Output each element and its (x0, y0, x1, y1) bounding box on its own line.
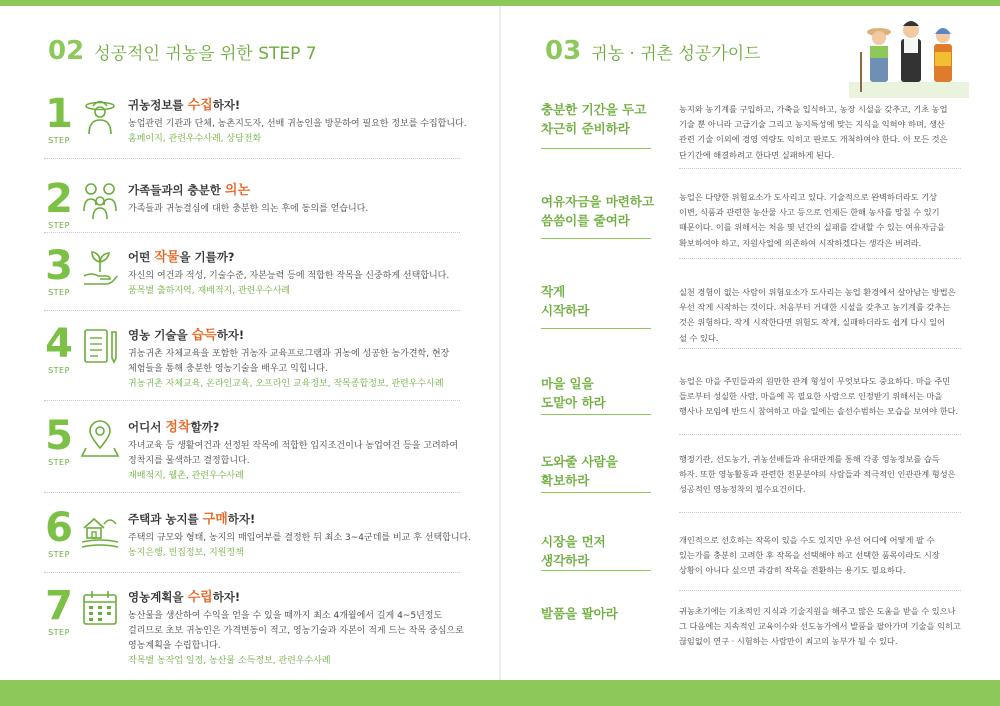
guide-heading-divider (541, 328, 651, 329)
guide-paragraph (679, 285, 959, 346)
guide-text-line: 하자. 또한 영농활동과 관련한 전문분야의 사람들과 적극적인 인관관계 형성은 (679, 469, 956, 480)
step-title-post: 하자! (212, 590, 241, 604)
step-title-post: 할까? (190, 420, 220, 434)
guide-text-line: 있는가를 충분히 고려한 후 작목을 선택해야 하고 선택한 품목이라도 시장 (679, 550, 940, 561)
guide-text-line: 행정기관, 선도농가, 귀농선배들과 유대관계를 통해 각종 영농정보를 습득 (679, 454, 940, 464)
step-title-pre: 영농계획을 (128, 590, 188, 604)
guide-heading-line: 도맡아 하라 (541, 395, 606, 410)
step-description-line: 농업관련 기관과 단체, 농촌지도자, 선배 귀농인을 방문하여 필요한 정보를 수집합니다. (128, 119, 467, 129)
guide-text-line: 농업은 마을 주민들과의 원만한 관계 형성이 무엇보다도 중요하다. 마을 주민 (679, 376, 951, 386)
step-title-post: 하자! (227, 512, 256, 526)
step-number-digit: 6 (45, 505, 73, 551)
sprout-hand-icon (80, 248, 120, 288)
step-description-line: 농산물을 생산하여 수익을 얻을 수 있을 때까지 최소 4개월에서 길게 4~5년정도 (128, 611, 443, 621)
step-number-digit: 1 (45, 91, 73, 137)
bottom-green-bar (0, 680, 1000, 706)
guide-text-divider (679, 168, 961, 169)
guide-paragraph (679, 452, 959, 498)
step-7 (44, 583, 464, 666)
guide-text-line: 설 수 있다. (679, 332, 719, 343)
notebook-icon (80, 326, 120, 366)
step-body (128, 508, 472, 561)
guide-heading-divider (541, 492, 651, 493)
section-number: 02 (48, 36, 85, 66)
guide-text-line: 농업은 다양한 위험요소가 도사리고 있다. 기술적으로 완벽하더라도 기상 (679, 192, 938, 202)
guide-heading-line: 여유자금을 마련하고 (541, 194, 655, 209)
guide-text-line: 것은 위험하다. 작게 시작한다면 위험도 작게, 실패하더라도 쉽게 다시 일어 (679, 317, 945, 328)
step-title (128, 586, 460, 605)
step-title (128, 246, 460, 265)
step-5 (44, 413, 460, 486)
guide-paragraph (679, 604, 959, 650)
calendar-icon (80, 588, 120, 628)
step-title-pre: 영농 기술을 (128, 328, 192, 342)
step-related-links: 재배적지, 웰촌, 관련우수사례 (128, 471, 244, 481)
guide-heading-divider (541, 238, 651, 239)
guide-heading-line: 발품을 팔아라 (541, 606, 618, 621)
step-related-links: 농지은행, 빈집정보, 지원정책 (128, 548, 244, 558)
guide-paragraph (679, 102, 959, 163)
guide-heading (541, 532, 661, 570)
step-number (44, 505, 74, 559)
guide-text-line: 이변, 식품과 관련한 농산물 사고 등으로 언제든 한해 농사를 망칠 수 있기 (679, 207, 940, 218)
guide-heading (541, 282, 661, 320)
step-label: STEP (48, 458, 70, 467)
step-1 (44, 91, 467, 164)
step-description-line: 영농계획을 수립합니다. (128, 641, 221, 651)
step-divider (44, 158, 460, 159)
guide-text-line: 때문이다. 이를 위해서는 처음 몇 년간의 실패를 감내할 수 있는 여유자금을 (679, 222, 945, 233)
step-divider (44, 310, 460, 311)
left-page (0, 6, 499, 680)
guide-heading-line: 시작하라 (541, 303, 590, 318)
guide-heading-divider (541, 414, 651, 415)
guide-text-line: 기술 뿐 아니라 고급기술 그리고 농지특성에 맞는 지식을 익혀야 하며, 생산 (679, 119, 945, 130)
guide-heading-line: 마을 일을 (541, 376, 594, 391)
step-title-highlight: 수집 (187, 98, 213, 113)
step-number-digit: 5 (45, 413, 73, 459)
guide-text-divider (679, 434, 961, 435)
step-number-digit: 4 (45, 321, 73, 367)
guide-paragraph (679, 374, 959, 420)
step-title-pre: 어떤 (128, 250, 155, 264)
step-number (44, 176, 74, 230)
step-related-links: 품목별 출하지역, 재배적지, 관련우수사례 (128, 286, 291, 296)
step-body (128, 179, 460, 217)
guide-text-divider (679, 512, 961, 513)
step-4 (44, 321, 460, 394)
guide-text-line: 농지와 농기계를 구입하고, 가축을 입식하고, 농장 시설을 갖추고, 기초 농업 (679, 104, 948, 114)
step-body (128, 94, 467, 147)
step-description-line: 귀농귀촌 자체교육을 포함한 귀농자 교육프로그램과 귀농에 성공한 농가견학, 현장 (128, 349, 450, 359)
step-body (128, 416, 460, 484)
step-related-links: 귀농귀촌 자체교육, 온라인교육, 오프라인 교육정보, 작목종합정보, 관련우수사례 (128, 379, 444, 389)
step-title (128, 324, 460, 343)
guide-paragraph (679, 533, 959, 579)
step-divider (44, 232, 460, 233)
farmer-icon (80, 96, 120, 136)
guide-text-line: 귀농초기에는 기초적인 지식과 기술지원을 해주고 많은 도움을 받을 수 있으나 (679, 606, 956, 616)
guide-text-line: 관련 기술 이외에 경영 역량도 익히고 판로도 개척하여야 한다. 이 모든 것은 (679, 134, 948, 145)
guide-text-line: 확보하여야 하고, 지원사업에 의존하여 시작하겠다는 생각은 버려라. (679, 237, 922, 248)
guide-heading (541, 374, 661, 412)
step-divider (44, 572, 460, 573)
guide-heading-divider (541, 148, 651, 149)
step-3 (44, 243, 460, 316)
guide-heading-line: 확보하라 (541, 473, 590, 488)
step-divider (44, 400, 460, 401)
step-title (128, 94, 460, 113)
guide-paragraph (679, 190, 959, 251)
step-description-line: 걸리므로 초보 귀농인은 가격변동이 적고, 영농기술과 자본이 적게 드는 작목 중심으로 (128, 626, 464, 636)
left-section-title (48, 36, 317, 66)
guide-text-line: 우선 작게 시작하는 것이다. 처음부터 거대한 시설을 갖추고 농기계를 갖추는 (679, 302, 951, 313)
step-title-pre: 가족들과의 충분한 (128, 183, 225, 197)
step-number-digit: 7 (45, 583, 73, 629)
step-title-pre: 주택과 농지를 (128, 512, 203, 526)
location-pin-icon (80, 418, 120, 458)
step-title-highlight: 작물 (154, 250, 180, 265)
step-title-highlight: 의논 (224, 183, 251, 198)
step-label: STEP (48, 221, 70, 230)
step-divider (44, 492, 460, 493)
guide-heading-line: 생각하라 (541, 553, 590, 568)
step-number-digit: 2 (45, 176, 73, 222)
guide-heading-line: 충분한 기간을 두고 (541, 102, 647, 117)
step-title-post: 하자! (212, 98, 241, 112)
step-description-line: 정착지를 물색하고 결정합니다. (128, 456, 250, 466)
step-number (44, 243, 74, 297)
step-title (128, 416, 460, 435)
section-title-text: 귀농 · 귀촌 성공가이드 (591, 44, 761, 64)
step-title-highlight: 수립 (187, 590, 213, 605)
step-body (128, 586, 464, 669)
family-icon (80, 181, 120, 221)
guide-heading-line: 씀씀이를 줄여라 (541, 213, 630, 228)
step-title-highlight: 정착 (165, 420, 191, 435)
step-label: STEP (48, 366, 70, 375)
step-title-pre: 귀농정보를 (128, 98, 188, 112)
step-title-highlight: 습득 (191, 328, 217, 343)
step-title (128, 508, 460, 527)
step-title-highlight: 구매 (202, 512, 228, 527)
guide-text-divider (679, 258, 961, 259)
guide-heading (541, 192, 661, 230)
guide-heading (541, 452, 661, 490)
step-description-line: 주택의 규모와 형태, 농지의 매입여부를 결정한 뒤 최소 3~4군데를 비교 후 선택합니다. (128, 533, 472, 543)
guide-text-line: 단기간에 해결하려고 한다면 실패하게 된다. (679, 149, 835, 160)
step-title (128, 179, 460, 198)
step-description-line: 자신의 여건과 적성, 기술수준, 자본능력 등에 적합한 작목을 신중하게 선택합니다. (128, 271, 450, 281)
right-page (501, 6, 1000, 680)
guide-heading-line: 도와줄 사람을 (541, 454, 618, 469)
farmhouse-icon (80, 510, 120, 550)
step-label: STEP (48, 136, 70, 145)
step-number (44, 91, 74, 145)
step-number (44, 583, 74, 637)
step-number (44, 321, 74, 375)
step-6 (44, 505, 472, 578)
step-number (44, 413, 74, 467)
step-description-line: 체험들을 통해 충분한 영농기술을 배우고 익힙니다. (128, 364, 328, 374)
step-body (128, 246, 460, 299)
step-label: STEP (48, 550, 70, 559)
step-description-line: 자녀교육 등 생활여건과 선정된 작목에 적합한 입지조건이나 농업여건 등을 고려하여 (128, 441, 459, 451)
guide-text-divider (679, 348, 961, 349)
guide-text-line: 상황이 아니다 싶으면 과감히 작목을 전환하는 용기도 필요하다. (679, 565, 906, 576)
guide-text-line: 성공적인 영농정착의 필수요건이다. (679, 484, 806, 495)
step-title-post: 하자! (216, 328, 245, 342)
step-number-digit: 3 (45, 243, 73, 289)
step-title-pre: 어디서 (128, 420, 166, 434)
guide-text-divider (679, 590, 961, 591)
guide-heading (541, 100, 661, 138)
guide-text-line: 개인적으로 선호하는 작목이 있을 수도 있지만 우선 어디에 어떻게 팔 수 (679, 535, 935, 545)
guide-heading-line: 작게 (541, 284, 566, 299)
section-number: 03 (545, 36, 582, 66)
guide-heading-line: 시장을 먼저 (541, 534, 606, 549)
farmers-illustration (849, 12, 969, 98)
guide-heading (541, 604, 661, 623)
guide-text-line: 행사나 모임에 반드시 참여하고 마을 일에는 솔선수범하는 모습을 보여야 한다. (679, 406, 959, 417)
step-related-links: 작목별 농작업 일정, 농산물 소득정보, 관련우수사례 (128, 656, 331, 666)
guide-text-line: 실천 경험이 없는 사람이 위험요소가 도사리는 농업 환경에서 살아남는 방법은 (679, 287, 956, 297)
step-description-line: 가족들과 귀농결심에 대한 충분한 의논 후에 동의를 얻습니다. (128, 204, 369, 214)
step-related-links: 홈페이지, 관련우수사례, 상담전화 (128, 134, 262, 144)
guide-text-line: 그 다음에는 지속적인 교육이수와 선도농가에서 발품을 팔아가며 기술을 익히고 (679, 621, 961, 632)
step-body (128, 324, 460, 392)
guide-heading-divider (541, 570, 651, 571)
section-title-text: 성공적인 귀농을 위한 STEP 7 (94, 44, 317, 64)
guide-text-line: 들로부터 성실한 사람, 마을에 꼭 필요한 사람으로 인정받기 위해서는 마을 (679, 391, 943, 402)
step-label: STEP (48, 628, 70, 637)
step-2 (44, 176, 460, 249)
step-title-post: 을 기를까? (179, 250, 235, 264)
step-label: STEP (48, 288, 70, 297)
right-section-title (545, 36, 761, 66)
guide-text-line: 끊임없이 연구 · 시험하는 사람만이 최고의 농부가 될 수 있다. (679, 636, 898, 647)
guide-heading-line: 차근히 준비하라 (541, 121, 630, 136)
